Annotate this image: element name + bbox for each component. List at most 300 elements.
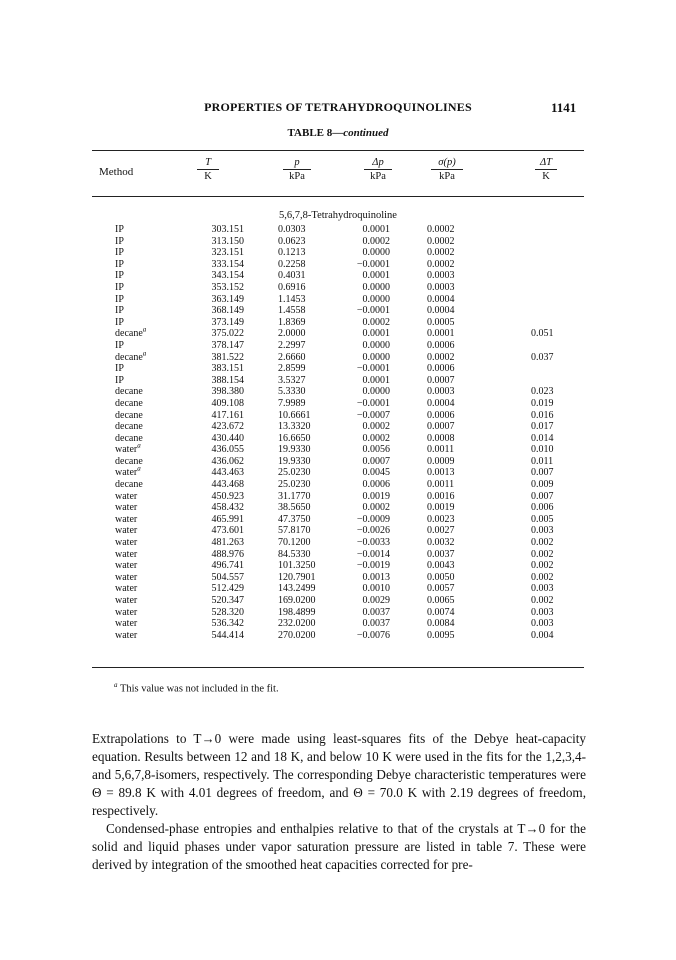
row-pressure-deviation-value: −0.0007 [356,409,390,421]
row-temperature-difference [531,560,571,572]
row-pressure-deviation-value: 0.0045 [362,467,390,479]
row-temperature-difference-value: 0.007 [531,490,554,502]
table-row [0,502,676,514]
row-temperature [192,560,244,572]
row-method-value: decane [115,351,143,363]
row-pressure-uncertainty [427,421,477,433]
row-pressure-deviation-value: 0.0002 [362,421,390,433]
row-method [115,386,143,398]
table-row [0,421,676,433]
row-pressure-uncertainty [427,549,477,561]
row-pressure-value: 19.9330 [278,444,311,456]
row-pressure-uncertainty [427,479,477,491]
row-temperature-difference [531,352,571,364]
row-pressure-value: 0.0303 [278,224,306,235]
row-temperature-value: 383.151 [211,363,244,375]
row-temperature-value: 436.062 [211,455,244,467]
row-pressure-deviation-value: −0.0019 [356,560,390,572]
column-header-temperature-difference-unit: K [535,169,557,183]
row-pressure-uncertainty-value: 0.0057 [427,583,455,595]
row-temperature-value: 323.151 [211,247,244,259]
row-pressure-deviation [340,467,390,479]
row-pressure-deviation [340,537,390,549]
footnote-marker: a [137,465,141,474]
column-header-pressure-uncertainty-symbol: σ(p) [438,157,456,168]
row-temperature [192,421,244,433]
row-pressure-uncertainty [427,572,477,584]
row-pressure-deviation [340,317,390,329]
table-row [0,270,676,282]
row-pressure-deviation [340,328,390,340]
row-temperature-difference-value: 0.003 [531,618,554,630]
row-pressure-uncertainty-value: 0.0002 [427,224,455,235]
row-temperature-difference-value: 0.051 [531,328,554,340]
row-pressure-uncertainty-value: 0.0002 [427,247,455,259]
row-pressure [278,549,328,561]
table-footnote [114,681,279,695]
row-pressure-deviation-value: 0.0029 [362,595,390,606]
row-pressure-uncertainty [427,270,477,282]
row-pressure-value: 3.5327 [278,374,306,386]
row-pressure-deviation-value: 0.0007 [362,455,390,467]
row-temperature-value: 417.161 [211,409,244,421]
row-pressure-value: 10.6661 [278,409,311,421]
row-pressure-deviation [340,398,390,410]
row-method [115,363,124,375]
row-temperature-difference-value: 0.010 [531,444,554,456]
column-header-pressure [283,157,311,183]
row-pressure-value: 38.5650 [278,502,311,514]
row-temperature [192,549,244,561]
row-method [115,607,137,619]
row-pressure [278,618,328,630]
row-pressure-value: 169.0200 [278,595,316,606]
row-method [115,572,137,584]
row-temperature [192,317,244,329]
row-temperature-difference-value: 0.003 [531,525,554,537]
row-pressure-deviation [340,491,390,503]
row-temperature-difference [531,630,571,642]
row-pressure-deviation [340,583,390,595]
table-row [0,525,676,537]
table-row [0,224,676,236]
row-pressure-uncertainty [427,294,477,306]
row-pressure-uncertainty-value: 0.0005 [427,316,455,328]
table-row [0,456,676,468]
row-temperature-difference-value: 0.002 [531,548,554,560]
row-pressure-value: 7.9989 [278,397,306,409]
row-pressure-deviation-value: 0.0002 [362,316,390,328]
row-pressure [278,363,328,375]
row-temperature [192,340,244,352]
row-pressure-deviation-value: 0.0037 [362,618,390,630]
row-pressure-value: 47.3750 [278,513,311,525]
row-pressure-uncertainty-value: 0.0027 [427,525,455,537]
row-method-value: IP [115,281,124,293]
row-pressure-value: 270.0200 [278,629,316,641]
table-caption-continued: continued [343,127,389,139]
row-pressure [278,421,328,433]
row-temperature [192,537,244,549]
row-pressure-deviation-value: 0.0001 [362,270,390,282]
row-temperature [192,282,244,294]
row-pressure-uncertainty [427,514,477,526]
row-method [115,247,124,259]
row-pressure-uncertainty-value: 0.0002 [427,235,455,247]
row-pressure-value: 143.2499 [278,583,316,595]
row-pressure-deviation [340,618,390,630]
row-pressure-deviation-value: 0.0002 [362,432,390,444]
row-pressure-deviation [340,456,390,468]
row-temperature-difference-value: 0.002 [531,537,554,549]
row-temperature [192,630,244,642]
row-pressure-uncertainty-value: 0.0011 [427,444,455,456]
row-temperature-difference-value: 0.007 [531,467,554,479]
table-row [0,363,676,375]
row-temperature-difference [531,328,571,340]
table-row [0,317,676,329]
row-temperature-value: 343.154 [211,270,244,282]
row-pressure [278,328,328,340]
row-pressure-deviation [340,595,390,607]
table-row [0,305,676,317]
row-method-value: decane [115,409,143,421]
table-row [0,549,676,561]
row-pressure-deviation [340,247,390,259]
row-temperature-value: 368.149 [211,305,244,317]
row-method-value: IP [115,235,124,247]
table-row [0,537,676,549]
row-temperature-difference [531,491,571,503]
row-temperature [192,525,244,537]
row-temperature [192,270,244,282]
row-pressure-value: 0.6916 [278,281,306,293]
table-bottom-rule [92,667,584,668]
row-temperature-difference [531,537,571,549]
row-pressure-uncertainty-value: 0.0074 [427,606,455,618]
row-pressure [278,305,328,317]
row-temperature [192,236,244,248]
row-method [115,224,124,236]
row-temperature-value: 423.672 [211,421,244,433]
row-method [115,491,137,503]
row-temperature [192,247,244,259]
row-pressure-value: 0.0623 [278,235,306,247]
row-pressure-value: 5.3330 [278,386,306,398]
row-pressure-deviation-value: −0.0001 [356,258,390,270]
row-pressure-deviation-value: −0.0033 [356,537,390,549]
row-temperature-difference [531,549,571,561]
table-row [0,340,676,352]
row-method-value: water [115,502,138,514]
row-temperature [192,618,244,630]
row-temperature-value: 436.055 [211,444,244,456]
row-temperature-difference [531,398,571,410]
row-pressure-deviation [340,572,390,584]
row-pressure-deviation-value: −0.0026 [356,525,390,537]
row-pressure-value: 0.2258 [278,258,306,270]
row-method [115,317,124,329]
row-pressure-uncertainty [427,560,477,572]
row-temperature-difference [531,502,571,514]
row-pressure [278,340,328,352]
row-pressure [278,236,328,248]
row-pressure-uncertainty [427,595,477,607]
column-header-pressure-deviation-unit: kPa [364,169,392,183]
row-temperature-value: 473.601 [211,525,244,537]
row-temperature [192,305,244,317]
row-pressure-value: 13.3320 [278,421,311,433]
body-paragraph-1: Extrapolations to T→0 were made using least-squares fits of the Debye heat-capacity equation. Results between 12 and 18 K, and below 10 K were used in the fits for the 1,2,3,4- and 5,6,7,8-isomers, respectively. The corresponding Debye characteristic temperatures were Θ = 89.8 K with 4.01 degrees of freedom, and Θ = 70.0 K with 2.19 degrees of freedom, respectively. [92,731,586,818]
row-pressure-uncertainty-value: 0.0050 [427,571,455,583]
row-temperature-difference-value: 0.009 [531,479,554,491]
compound-subheading: 5,6,7,8-Tetrahydroquinoline [279,210,397,221]
row-pressure-deviation [340,479,390,491]
column-header-temperature [197,157,219,183]
row-method-value: decane [115,328,143,340]
row-method-value: decane [115,432,143,444]
row-temperature [192,572,244,584]
table-row [0,514,676,526]
row-temperature [192,433,244,445]
row-pressure-uncertainty [427,410,477,422]
row-temperature-value: 398.380 [211,386,244,398]
row-method-value: water [115,629,138,641]
column-header-temperature-unit: K [197,169,219,183]
row-pressure-deviation [340,560,390,572]
row-pressure [278,270,328,282]
page-number: 1141 [551,100,577,115]
row-pressure-uncertainty-value: 0.0011 [427,479,455,491]
row-pressure-uncertainty [427,375,477,387]
row-method-value: water [115,444,138,456]
row-pressure-deviation-value: 0.0001 [362,224,390,235]
row-pressure-deviation [340,421,390,433]
row-pressure-uncertainty [427,433,477,445]
row-method [115,479,143,491]
row-pressure-deviation [340,525,390,537]
row-temperature-difference-value: 0.019 [531,397,554,409]
row-pressure-uncertainty [427,247,477,259]
row-temperature-difference-value: 0.002 [531,560,554,572]
row-pressure-value: 2.2997 [278,339,306,351]
table-row [0,375,676,387]
row-pressure-uncertainty [427,386,477,398]
row-temperature-value: 313.150 [211,235,244,247]
row-temperature-difference-value: 0.016 [531,409,554,421]
row-temperature-difference [531,444,571,456]
row-pressure-value: 1.1453 [278,293,306,305]
column-header-pressure-uncertainty [431,157,463,183]
row-pressure-deviation-value: 0.0001 [362,328,390,340]
row-pressure-deviation [340,549,390,561]
row-method [115,618,137,630]
row-pressure-uncertainty [427,305,477,317]
row-pressure-uncertainty-value: 0.0032 [427,537,455,549]
row-pressure [278,398,328,410]
row-method [115,441,141,456]
row-temperature-value: 353.152 [211,281,244,293]
row-method [115,282,124,294]
table-row [0,349,676,364]
row-pressure [278,572,328,584]
row-method-value: IP [115,258,124,270]
table-row [0,294,676,306]
footnote-marker: a [114,681,118,689]
footnote-marker: a [142,349,147,358]
row-pressure-uncertainty [427,236,477,248]
column-header-pressure-unit: kPa [283,169,311,183]
row-method [115,560,137,572]
row-pressure-deviation [340,270,390,282]
row-pressure-uncertainty-value: 0.0006 [427,363,455,375]
row-pressure-value: 0.4031 [278,270,306,282]
row-method [115,349,147,364]
row-pressure-deviation-value: 0.0019 [362,490,390,502]
row-method [115,340,124,352]
row-pressure-deviation-value: 0.0000 [362,247,390,259]
table-row [0,282,676,294]
row-temperature-difference-value: 0.006 [531,502,554,514]
row-pressure [278,410,328,422]
row-method [115,421,143,433]
row-temperature-difference-value: 0.002 [531,571,554,583]
row-pressure-value: 84.5330 [278,548,311,560]
row-method [115,270,124,282]
row-temperature [192,467,244,479]
row-pressure-deviation [340,607,390,619]
row-pressure-value: 101.3250 [278,560,316,572]
row-pressure-deviation [340,502,390,514]
row-pressure-deviation-value: 0.0006 [362,479,390,491]
row-method [115,259,124,271]
row-pressure-deviation [340,514,390,526]
row-temperature [192,491,244,503]
table-row [0,433,676,445]
row-method-value: IP [115,224,124,235]
row-pressure-deviation [340,294,390,306]
body-text [92,730,586,874]
row-pressure [278,259,328,271]
row-pressure-deviation-value: −0.0014 [356,548,390,560]
row-temperature-value: 381.522 [211,351,244,363]
row-pressure-uncertainty-value: 0.0023 [427,513,455,525]
row-pressure [278,294,328,306]
row-pressure-deviation-value: 0.0037 [362,606,390,618]
row-method-value: IP [115,293,124,305]
row-pressure-uncertainty [427,491,477,503]
row-method [115,525,137,537]
row-method-value: water [115,583,138,595]
table-row [0,572,676,584]
row-temperature-value: 465.991 [211,513,244,525]
row-temperature [192,224,244,236]
table-row [0,479,676,491]
row-pressure-deviation-value: −0.0001 [356,305,390,317]
row-pressure-uncertainty-value: 0.0043 [427,560,455,572]
column-header-pressure-deviation-symbol: Δp [372,157,384,168]
row-pressure [278,479,328,491]
row-temperature-value: 528.320 [211,606,244,618]
row-pressure-uncertainty [427,363,477,375]
row-temperature-difference-value: 0.037 [531,351,554,363]
column-header-pressure-deviation [364,157,392,183]
row-temperature [192,583,244,595]
row-temperature-value: 488.976 [211,548,244,560]
row-pressure-value: 70.1200 [278,537,311,549]
table-row [0,247,676,259]
column-header-temperature-difference-symbol: ΔT [539,157,552,168]
row-pressure-deviation-value: 0.0000 [362,351,390,363]
row-pressure-deviation-value: 0.0000 [362,339,390,351]
row-temperature-difference [531,607,571,619]
row-pressure-deviation-value: −0.0076 [356,629,390,641]
row-pressure-uncertainty-value: 0.0065 [427,595,455,606]
row-pressure-value: 232.0200 [278,618,316,630]
table-row [0,398,676,410]
table-row [0,630,676,642]
row-temperature-difference [531,456,571,468]
row-temperature-difference [531,572,571,584]
table-row [0,583,676,595]
table-row [0,467,676,479]
running-head [0,100,676,116]
row-temperature-difference [531,525,571,537]
row-pressure [278,595,328,607]
row-pressure-uncertainty [427,467,477,479]
row-method-value: water [115,560,138,572]
table-header-rule [92,196,584,197]
row-temperature-difference-value: 0.002 [531,595,554,606]
row-method-value: IP [115,247,124,259]
table-row [0,441,676,456]
row-method-value: water [115,513,138,525]
row-method [115,595,137,607]
row-temperature [192,607,244,619]
row-temperature-difference [531,514,571,526]
row-pressure-uncertainty [427,282,477,294]
table-caption [0,127,676,139]
row-temperature [192,259,244,271]
row-temperature-difference-value: 0.023 [531,386,554,398]
row-pressure-value: 120.7901 [278,571,316,583]
row-method-value: IP [115,363,124,375]
row-pressure-deviation-value: 0.0056 [362,444,390,456]
row-pressure-uncertainty [427,630,477,642]
row-temperature-difference-value: 0.003 [531,606,554,618]
row-pressure [278,491,328,503]
row-pressure-deviation-value: −0.0001 [356,397,390,409]
row-pressure-uncertainty [427,502,477,514]
row-pressure [278,502,328,514]
row-pressure-value: 31.1770 [278,490,311,502]
row-pressure-deviation-value: −0.0001 [356,363,390,375]
row-method-value: IP [115,316,124,328]
row-temperature-value: 303.151 [211,224,244,235]
table-row [0,595,676,607]
row-method [115,514,137,526]
row-method-value: water [115,525,138,537]
row-temperature [192,375,244,387]
row-pressure-deviation [340,340,390,352]
row-temperature-difference-value: 0.014 [531,432,554,444]
row-temperature-value: 450.923 [211,490,244,502]
table-row [0,607,676,619]
row-temperature-value: 504.557 [211,571,244,583]
row-pressure-uncertainty-value: 0.0007 [427,374,455,386]
row-temperature [192,398,244,410]
row-pressure [278,224,328,236]
